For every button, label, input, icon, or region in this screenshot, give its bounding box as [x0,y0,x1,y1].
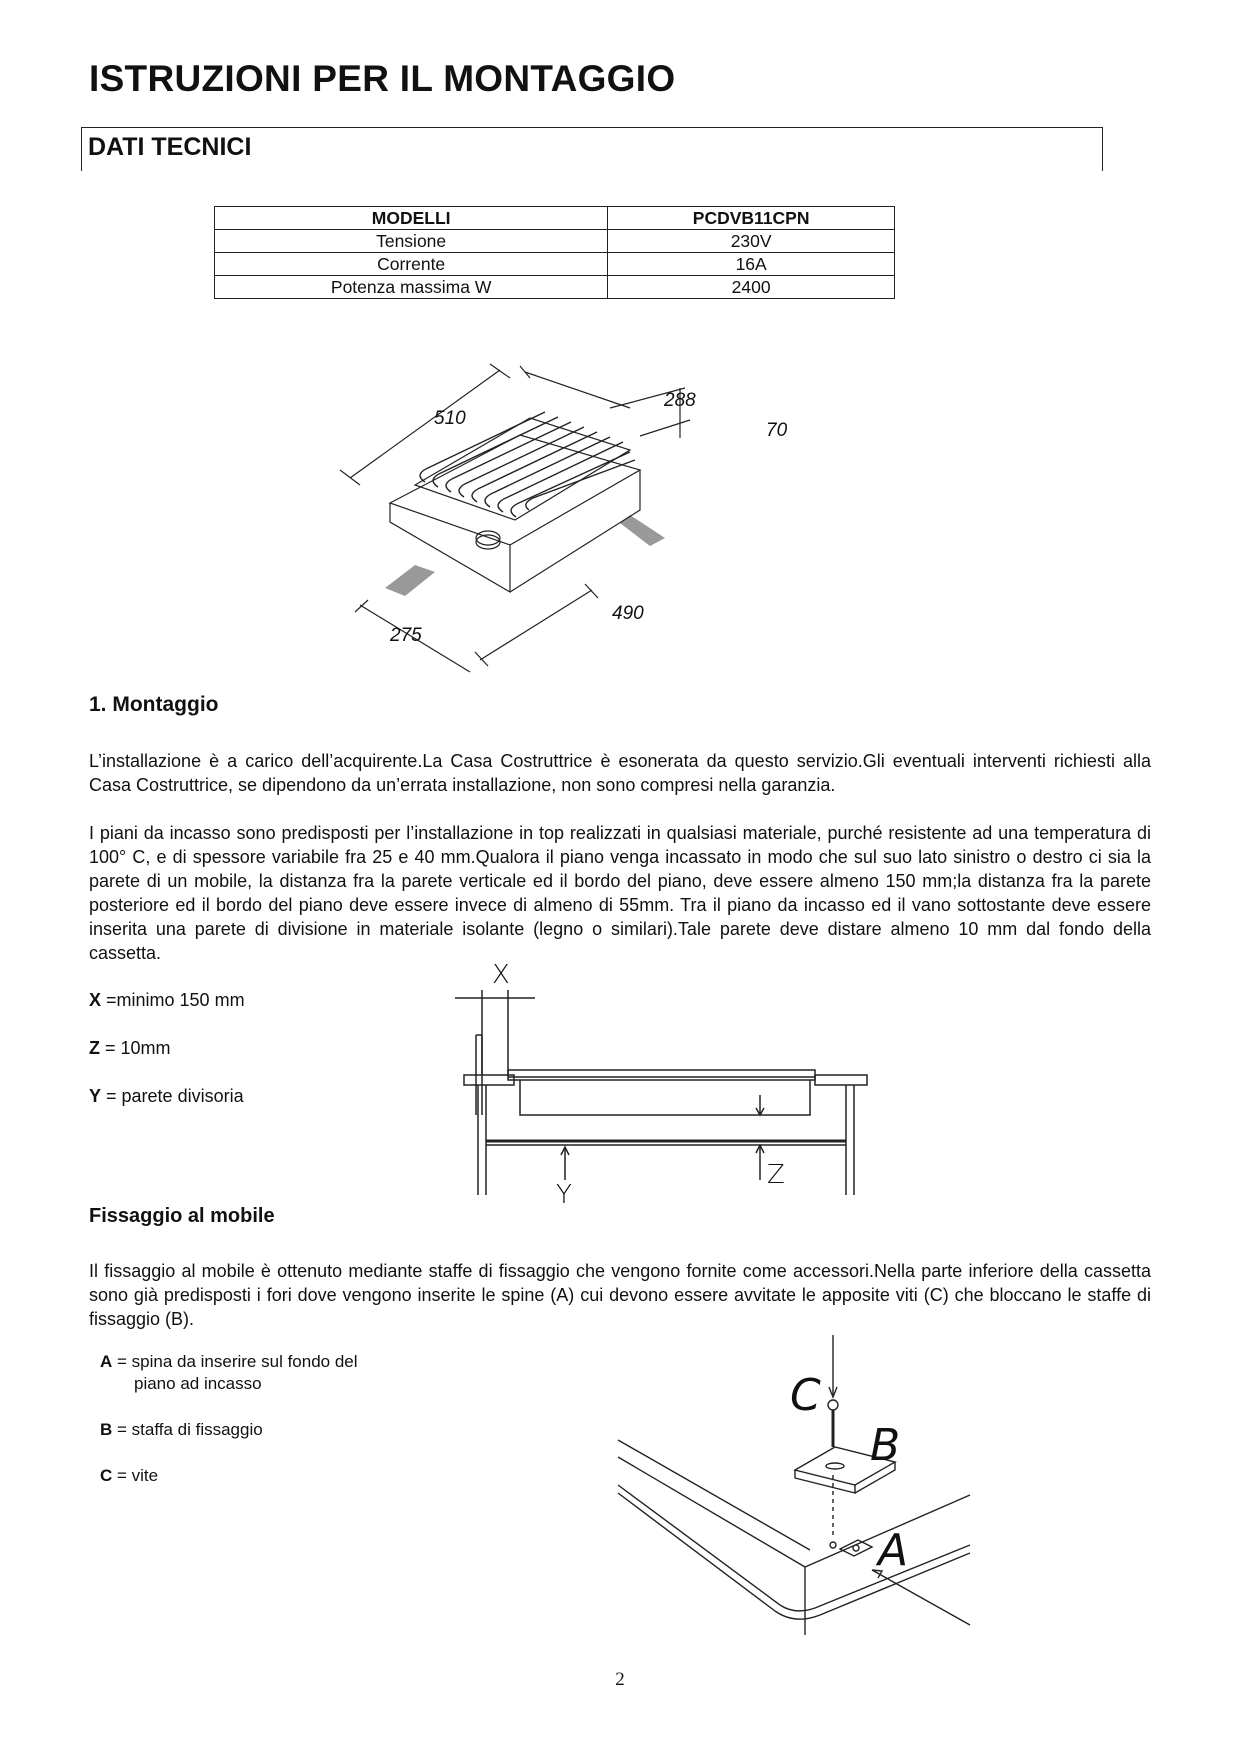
legend-a: A = spina da inserire sul fondo del piano ad incasso [100,1352,358,1393]
legend-y: Y = parete divisoria [89,1086,244,1106]
dim-label-288: 288 [664,390,696,411]
dim-label-490: 490 [612,603,644,624]
table-cell: 2400 [608,276,895,299]
table-cell: Corrente [215,253,608,276]
page-title: ISTRUZIONI PER IL MONTAGGIO [89,58,676,99]
figure-label-a: A [878,1525,909,1576]
dim-label-510: 510 [434,408,466,429]
page-number: 2 [615,1669,625,1690]
table-row [215,230,895,253]
section-header-box [81,127,1103,171]
table-cell: Tensione [215,230,608,253]
installation-section-drawing [450,965,880,1200]
fissaggio-heading: Fissaggio al mobile [89,1205,275,1227]
table-row [215,253,895,276]
figure-label-c: C [790,1370,821,1421]
section-title: DATI TECNICI [88,133,252,161]
legend-x: X =minimo 150 mm [89,990,245,1010]
montaggio-paragraph-1: L’installazione è a carico dell’acquirente.La Casa Costruttrice è esonerata da questo servizio.Gli eventuali interventi richiesti alla Casa Costruttrice, se dipendono da un’errata installazione, non sono compresi nella garanzia. [89,751,1151,795]
table-header-cell: PCDVB11CPN [608,207,895,230]
table-header-cell: MODELLI [215,207,608,230]
figure-label-z: Z [767,1160,785,1190]
montaggio-heading: 1. Montaggio [89,693,219,716]
table-row [215,276,895,299]
legend-c: C = vite [100,1466,159,1485]
fissaggio-paragraph: Il fissaggio al mobile è ottenuto mediante staffe di fissaggio che vengono fornite come accessori.Nella parte inferiore della cassetta sono già predisposti i fori dove vengono inserite le spine (A) cui devono essere avvitate le apposite viti (C) che bloccano le staffe di fissaggio (B). [89,1261,1151,1329]
figure-label-x: X [492,960,510,990]
legend-b: B = staffa di fissaggio [100,1420,263,1439]
table-cell: 230V [608,230,895,253]
montaggio-paragraph-2: I piani da incasso sono predisposti per l’installazione in top realizzati in qualsiasi materiale, purché resistente ad una temperatura di 100° C, e di spessore variabile fra 25 e 40 mm.Qualora il piano venga incassato in modo che sul suo lato sinistro o destro ci sia la parete di un mobile, la distanza fra la parete verticale ed il bordo del piano, deve essere almeno 150 mm;la distanza fra la parete posteriore ed il bordo del piano deve essere invece di almeno di 55mm. Tra il piano da incasso ed il vano sottostante deve essere inserita una parete di divisione in materiale isolante (legno o similari).Tale parete deve distare almeno 10 mm dal fondo della cassetta. [89,823,1151,963]
table-cell: 16A [608,253,895,276]
legend-z: Z = 10mm [89,1038,171,1058]
table-header-row [215,207,895,230]
figure-label-y: Y [556,1180,572,1210]
dim-label-70: 70 [766,420,788,441]
dim-label-275: 275 [390,625,422,646]
spec-table [214,206,895,299]
figure-label-b: B [870,1420,901,1471]
table-cell: Potenza massima W [215,276,608,299]
